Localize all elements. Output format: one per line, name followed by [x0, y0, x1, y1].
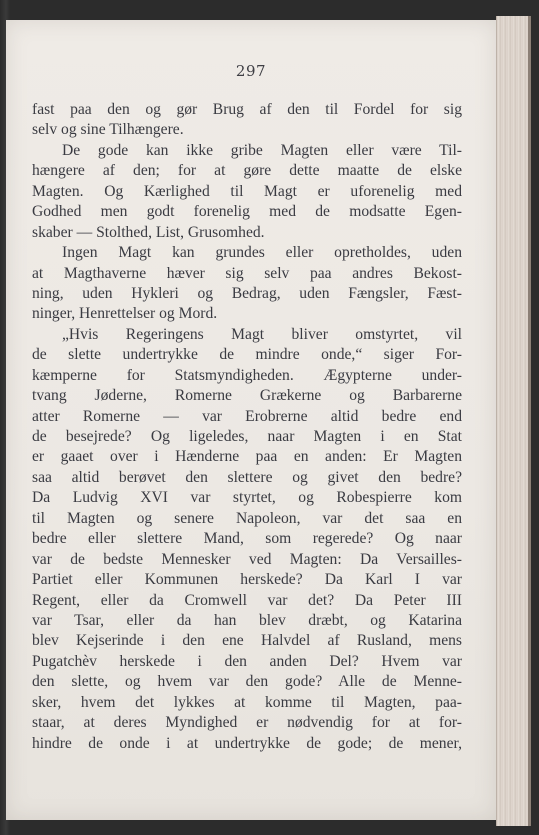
text-line: kæmperne for Statsmyndigheden. Ægypterne under-	[32, 366, 462, 384]
text-line: sker, hvem det lykkes at komme til Magten, paa-	[32, 693, 462, 711]
text-line: atter Romerne — var Erobrerne altid bedre end	[32, 407, 462, 425]
text-line: ninger, Henrettelser og Mord.	[32, 305, 218, 323]
text-line: er gaaet over i Hænderne paa en anden: Er Magten	[32, 448, 462, 466]
text-line: Pugatchèv herskede i den anden Del? Hvem var	[32, 652, 462, 670]
text-line: bedre eller slettere Mand, som regerede? Og naar	[32, 530, 462, 548]
body-text	[32, 100, 462, 754]
text-line: ning, uden Hykleri og Bedrag, uden Fængsler, Fæst-	[32, 284, 462, 302]
text-line: Da Ludvig XVI var styrtet, og Robespierre kom	[32, 489, 462, 507]
book-page	[6, 20, 496, 820]
text-line: at Magthaverne hæver sig selv paa andres Bekost-	[32, 264, 462, 282]
text-line: Godhed men godt forenelig med de modsatte Egen-	[32, 203, 462, 221]
text-line: hængere af den; for at gøre dette maatte de elske	[32, 162, 462, 180]
text-line: Magten. Og Kærlighed til Magt er uforenelig med	[32, 182, 462, 200]
page-number: 297	[235, 62, 267, 80]
text-line: De gode kan ikke gribe Magten eller være Til-	[62, 141, 462, 159]
text-line: var de bedste Mennesker ved Magten: Da Versailles-	[32, 550, 462, 568]
text-line: saa altid berøvet den slettere og givet den bedre?	[32, 468, 462, 486]
text-line: den slette, og hvem var den gode? Alle de Menne-	[32, 673, 462, 691]
text-line: „Hvis Regeringens Magt bliver omstyrtet, vil	[62, 325, 462, 343]
text-line: Ingen Magt kan grundes eller opretholdes, uden	[62, 244, 462, 262]
text-line: selv og sine Tilhængere.	[32, 121, 184, 139]
text-line: var Tsar, eller da han blev dræbt, og Katarina	[32, 611, 462, 629]
text-line: de besejrede? Og ligeledes, naar Magten i en Stat	[32, 428, 462, 445]
text-line: hindre de onde i at undertrykke de gode; de mener,	[32, 734, 462, 752]
text-line: fast paa den og gør Brug af den til Fordel for sig	[32, 101, 462, 118]
text-line: staar, at deres Myndighed er nødvendig for at for-	[32, 714, 462, 732]
text-line: de slette undertrykke de mindre onde,“ siger For-	[32, 346, 462, 364]
text-line: skaber — Stolthed, List, Grusomhed.	[32, 223, 265, 241]
text-line: Regent, eller da Cromwell var det? Da Peter III	[32, 591, 462, 609]
text-line: tvang Jøderne, Romerne Grækerne og Barbarerne	[32, 387, 462, 405]
text-line: Partiet eller Kommunen herskede? Da Karl I var	[32, 571, 462, 589]
page-edge-stack	[496, 16, 531, 826]
text-line: blev Kejserinde i den ene Halvdel af Rusland, mens	[32, 632, 462, 650]
text-line: til Magten og senere Napoleon, var det saa en	[32, 509, 462, 527]
